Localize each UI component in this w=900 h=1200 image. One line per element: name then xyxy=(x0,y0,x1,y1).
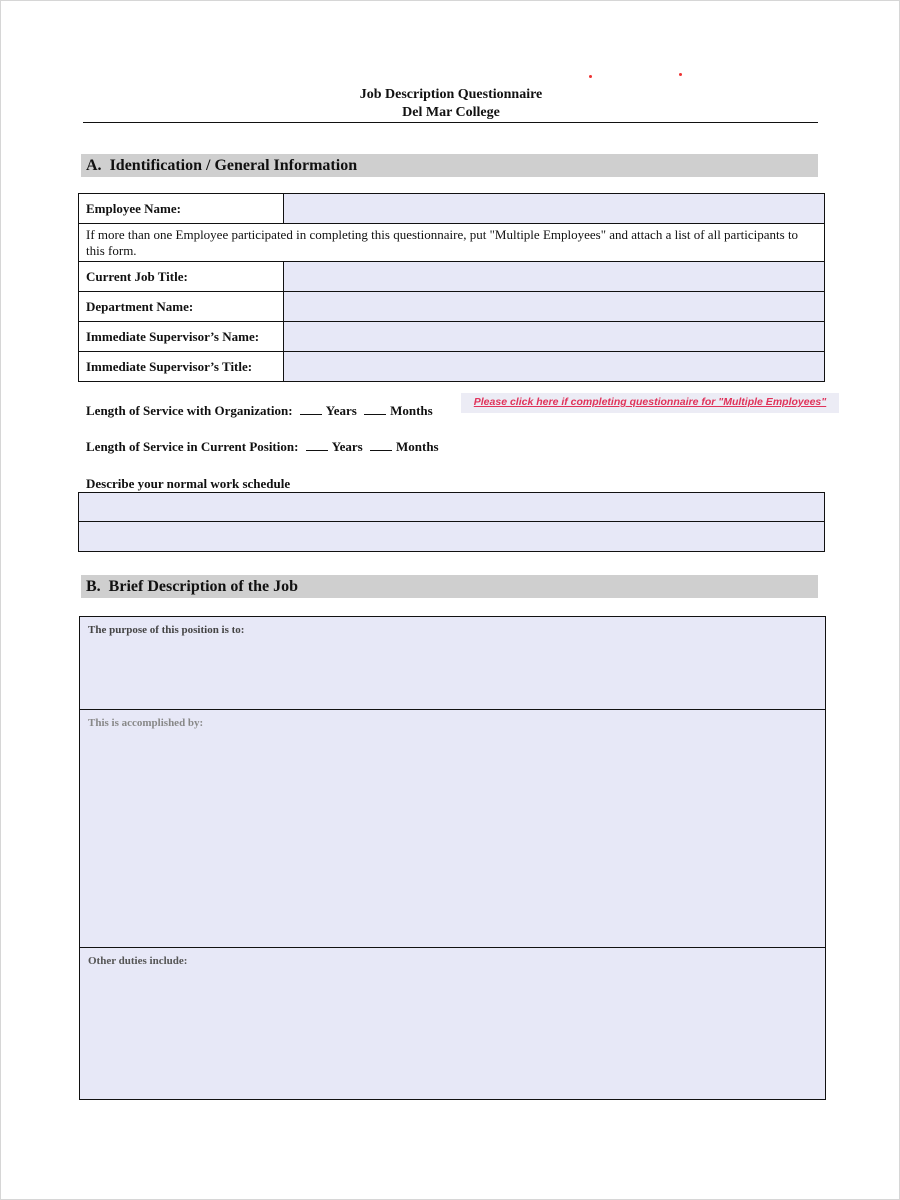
supervisor-name-field[interactable] xyxy=(284,322,825,352)
accomplished-by-field[interactable] xyxy=(80,710,825,948)
employee-name-label: Employee Name: xyxy=(79,194,284,224)
department-name-field[interactable] xyxy=(284,292,825,322)
service-organization-row xyxy=(86,403,433,419)
service-position-years-field[interactable] xyxy=(306,450,328,451)
service-position-label: Length of Service in Current Position: xyxy=(86,439,299,454)
red-dot xyxy=(679,73,682,76)
current-job-title-field[interactable] xyxy=(284,262,825,292)
department-name-label: Department Name: xyxy=(79,292,284,322)
service-organization-label: Length of Service with Organization: xyxy=(86,403,293,418)
section-a-letter: A. xyxy=(86,157,102,174)
section-b-header xyxy=(81,575,818,598)
service-position-months-field[interactable] xyxy=(370,450,392,451)
current-job-title-label: Current Job Title: xyxy=(79,262,284,292)
years-label: Years xyxy=(331,439,363,454)
years-label: Years xyxy=(325,403,357,418)
title-divider xyxy=(83,122,818,123)
supervisor-title-label: Immediate Supervisor’s Title: xyxy=(79,352,284,382)
purpose-label: The purpose of this position is to: xyxy=(88,624,245,636)
supervisor-name-label: Immediate Supervisor’s Name: xyxy=(79,322,284,352)
work-schedule-field-2[interactable] xyxy=(78,522,825,552)
service-organization-months-field[interactable] xyxy=(364,414,386,415)
multiple-employees-link[interactable]: Please click here if completing questionnaire for "Multiple Employees" xyxy=(461,393,839,413)
purpose-field[interactable] xyxy=(80,617,825,710)
employee-name-field[interactable] xyxy=(284,194,825,224)
multiple-employees-note: If more than one Employee participated in completing this questionnaire, put "Multiple Employees" and attach a list of all participants to this form. xyxy=(79,224,825,262)
other-duties-field[interactable] xyxy=(80,948,825,1099)
work-schedule-box xyxy=(78,492,825,552)
red-dot xyxy=(589,75,592,78)
supervisor-title-field[interactable] xyxy=(284,352,825,382)
stray-marks xyxy=(587,73,687,79)
months-label: Months xyxy=(390,403,433,418)
job-description-box xyxy=(79,616,826,1100)
service-position-row xyxy=(86,439,439,455)
section-b-letter: B. xyxy=(86,578,101,595)
months-label: Months xyxy=(395,439,439,454)
section-a-title: Identification / General Information xyxy=(109,157,358,174)
document-title: Job Description Questionnaire xyxy=(359,87,543,102)
service-organization-years-field[interactable] xyxy=(300,414,322,415)
document-subtitle: Del Mar College xyxy=(402,105,500,120)
section-b-title: Brief Description of the Job xyxy=(108,578,298,595)
work-schedule-label: Describe your normal work schedule xyxy=(86,476,291,491)
accomplished-by-label: This is accomplished by: xyxy=(88,717,204,729)
section-a-header xyxy=(81,154,818,177)
work-schedule-field-1[interactable] xyxy=(78,492,825,522)
identification-table xyxy=(78,193,825,382)
other-duties-label: Other duties include: xyxy=(88,955,188,967)
